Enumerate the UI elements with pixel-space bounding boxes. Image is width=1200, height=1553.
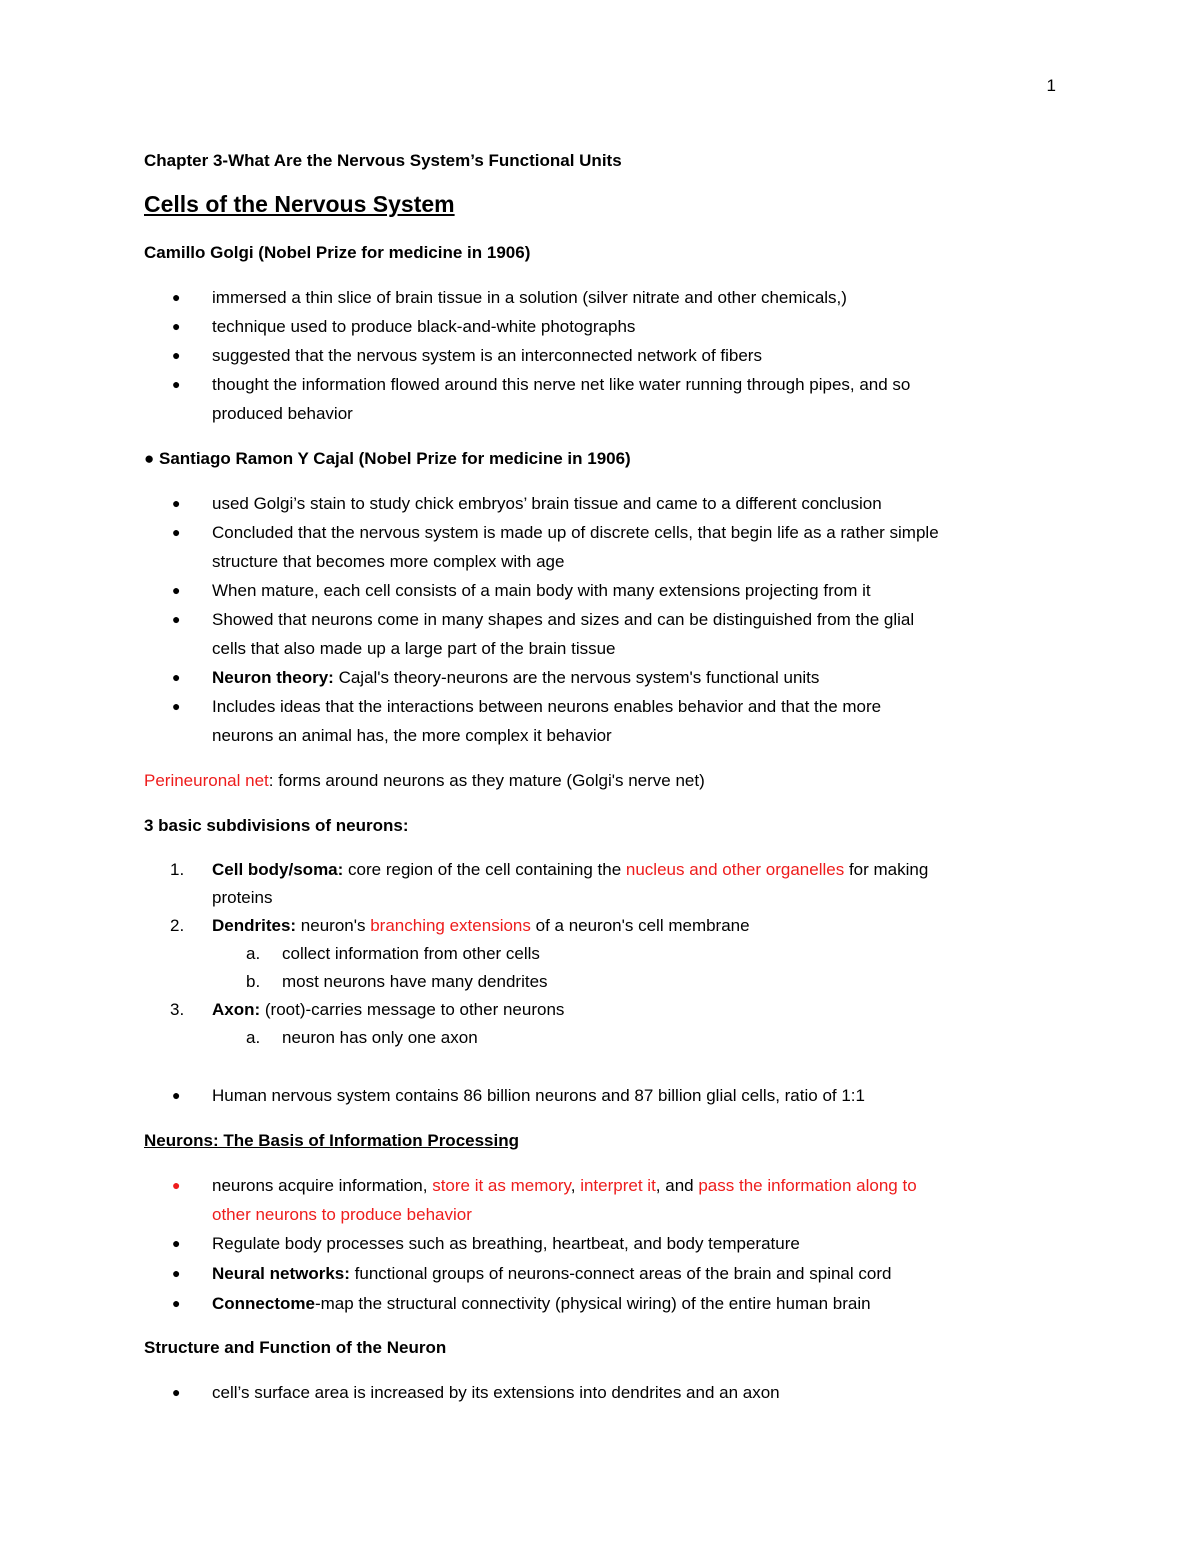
chapter-title: Chapter 3-What Are the Nervous System’s Functional Units — [144, 151, 622, 170]
bullet-icon: ● — [172, 376, 181, 392]
neurons-bullet-3 — [212, 1259, 1060, 1288]
subdivision-item-2 — [212, 911, 1060, 940]
bullet-icon: ● — [172, 318, 181, 334]
highlight-text: interpret it — [580, 1176, 656, 1195]
dendrites-term: Dendrites: — [212, 916, 297, 935]
subdivision-item-1-cont: proteins — [212, 888, 273, 907]
subdivision-item-3 — [212, 995, 1060, 1024]
neurons-bullet-4 — [212, 1289, 1060, 1318]
neurons-bullet-1 — [212, 1171, 1060, 1200]
item-text: for making — [844, 860, 929, 879]
axon-term: Axon: — [212, 1000, 261, 1019]
neurons-bullet-2: Regulate body processes such as breathing, heartbeat, and body temperature — [212, 1234, 800, 1253]
bullet-icon: ● — [172, 347, 181, 363]
dendrites-sub-b: most neurons have many dendrites — [282, 972, 548, 991]
golgi-bullet-3: suggested that the nervous system is an interconnected network of fibers — [212, 346, 762, 365]
neural-networks-term: Neural networks: — [212, 1264, 350, 1283]
cajal-bullet-6: Includes ideas that the interactions between neurons enables behavior and that the more — [212, 697, 882, 716]
subdivisions-heading: 3 basic subdivisions of neurons: — [144, 816, 409, 835]
axon-sub-a: neuron has only one axon — [282, 1028, 478, 1047]
bullet-icon: ● — [172, 1177, 181, 1193]
cajal-heading: ● Santiago Ramon Y Cajal (Nobel Prize for medicine in 1906) — [144, 449, 631, 468]
cajal-bullet-6-cont: neurons an animal has, the more complex it behavior — [212, 726, 612, 745]
sub-list-letter: b. — [246, 972, 261, 991]
highlight-text: branching extensions — [370, 916, 531, 935]
bullet-icon: ● — [172, 1265, 181, 1281]
neurons-heading: Neurons: The Basis of Information Processing — [144, 1131, 520, 1150]
cajal-bullet-1: used Golgi’s stain to study chick embryos’ brain tissue and came to a different conclusion — [212, 494, 882, 513]
neurons-bullet-1-cont: other neurons to produce behavior — [212, 1205, 472, 1224]
golgi-bullet-2: technique used to produce black-and-white photographs — [212, 317, 636, 336]
item-text: , and — [655, 1176, 699, 1195]
structure-bullet-1: cell’s surface area is increased by its extensions into dendrites and an axon — [212, 1383, 780, 1402]
subdivision-item-1 — [212, 855, 1060, 884]
golgi-bullet-4: thought the information flowed around this nerve net like water running through pipes, and so — [212, 375, 911, 394]
bullet-icon: ● — [172, 582, 181, 598]
cell-body-term: Cell body/soma: — [212, 860, 344, 879]
human-neurons-bullet: Human nervous system contains 86 billion neurons and 87 billion glial cells, ratio of 1:1 — [212, 1086, 865, 1105]
connectome-term: Connectome — [212, 1294, 315, 1313]
item-text: core region of the cell containing the — [343, 860, 626, 879]
bullet-icon: ● — [172, 1295, 181, 1311]
perineuronal-text: : forms around neurons as they mature (Golgi's nerve net) — [268, 771, 705, 790]
sub-list-letter: a. — [246, 944, 261, 963]
cajal-bullet-2: Concluded that the nervous system is made up of discrete cells, that begin life as a rather simple — [212, 523, 939, 542]
highlight-text: pass the information along to — [698, 1176, 917, 1195]
dendrites-sub-a: collect information from other cells — [282, 944, 540, 963]
bullet-icon: ● — [172, 1087, 181, 1103]
page-number: 1 — [1046, 76, 1056, 95]
perineuronal-net — [144, 766, 1060, 795]
bullet-icon: ● — [172, 1235, 181, 1251]
section-title: Cells of the Nervous System — [144, 191, 455, 217]
golgi-bullet-4-cont: produced behavior — [212, 404, 353, 423]
neuron-theory-term: Neuron theory: — [212, 668, 334, 687]
item-text: , — [570, 1176, 581, 1195]
perineuronal-term: Perineuronal net — [144, 771, 269, 790]
item-text: neurons acquire information, — [212, 1176, 433, 1195]
item-text: of a neuron's cell membrane — [530, 916, 750, 935]
bullet-icon: ● — [172, 524, 181, 540]
item-text: -map the structural connectivity (physical wiring) of the entire human brain — [314, 1294, 871, 1313]
list-number: 2. — [170, 916, 185, 935]
item-text: (root)-carries message to other neurons — [260, 1000, 565, 1019]
item-text: neuron's — [296, 916, 371, 935]
golgi-heading: Camillo Golgi (Nobel Prize for medicine in 1906) — [144, 243, 531, 262]
bullet-icon: ● — [172, 611, 181, 627]
bullet-icon: ● — [172, 495, 181, 511]
list-number: 1. — [170, 860, 185, 879]
cajal-bullet-4: Showed that neurons come in many shapes and sizes and can be distinguished from the glial — [212, 610, 915, 629]
bullet-icon: ● — [172, 669, 181, 685]
structure-heading: Structure and Function of the Neuron — [144, 1338, 447, 1357]
bullet-icon: ● — [172, 289, 181, 305]
cajal-bullet-5 — [212, 663, 1060, 692]
sub-list-letter: a. — [246, 1028, 261, 1047]
bullet-icon: ● — [172, 698, 181, 714]
golgi-bullet-1: immersed a thin slice of brain tissue in a solution (silver nitrate and other chemicals,) — [212, 288, 847, 307]
cajal-bullet-2-cont: structure that becomes more complex with age — [212, 552, 565, 571]
item-text: functional groups of neurons-connect areas of the brain and spinal cord — [349, 1264, 892, 1283]
cajal-bullet-3: When mature, each cell consists of a main body with many extensions projecting from it — [212, 581, 871, 600]
highlight-text: store it as memory — [432, 1176, 571, 1195]
neuron-theory-text: Cajal's theory-neurons are the nervous system's functional units — [333, 668, 820, 687]
cajal-bullet-4-cont: cells that also made up a large part of the brain tissue — [212, 639, 616, 658]
bullet-icon: ● — [172, 1384, 181, 1400]
list-number: 3. — [170, 1000, 185, 1019]
highlight-text: nucleus and other organelles — [625, 860, 845, 879]
